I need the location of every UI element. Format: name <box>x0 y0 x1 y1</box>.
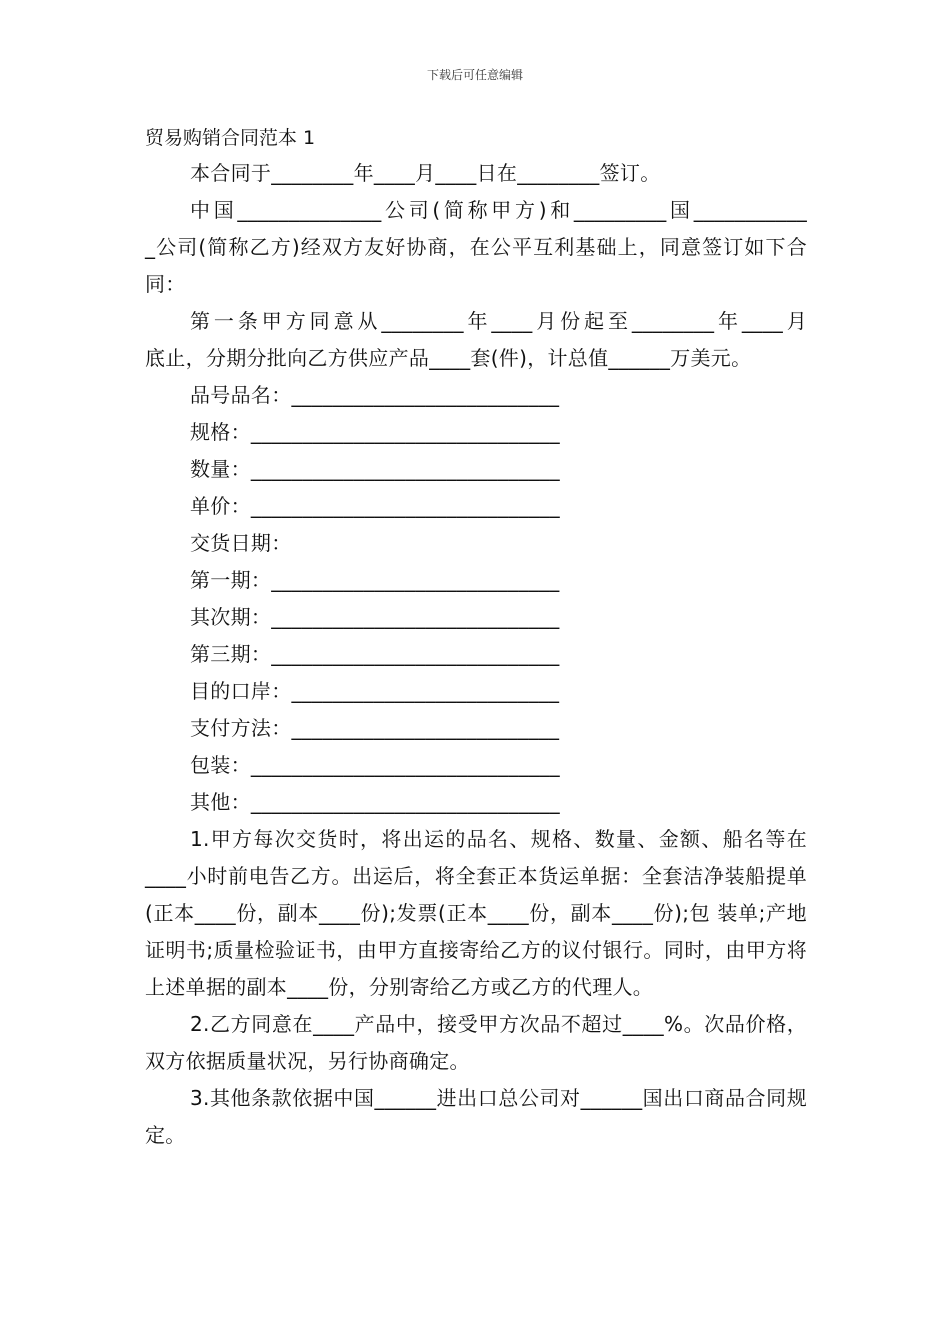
contract-date-paragraph: 本合同于________年____月____日在________签订。 <box>190 161 661 185</box>
field-destination-port: 目的口岸：__________________________ <box>190 679 560 703</box>
clause-two: 2.乙方同意在____产品中，接受甲方次品不超过____%。次品价格，双方依据质量状况，另行协商确定。 <box>145 1012 807 1073</box>
parties-paragraph-rest: _公司(简称乙方)经双方友好协商，在公平互利基础上，同意签订如下合同： <box>145 235 807 296</box>
clause-one: 1.甲方每次交货时，将出运的品名、规格、数量、金额、船名等在____小时前电告乙方。出运后，将全套正本货运单据：全套洁净装船提单(正本____份，副本____份);发票(正本____份，副本____份);包 装单;产地证明书;质量检验证书，由甲方直接寄给乙方的议付银行。同时，由甲方将上述单据的副本____份，分别寄给乙方或乙方的代理人。 <box>145 827 807 999</box>
field-phase-three: 第三期：____________________________ <box>190 642 560 666</box>
field-payment-method: 支付方法：__________________________ <box>190 716 560 740</box>
clause-three: 3.其他条款依据中国______进出口总公司对______国出口商品合同规定。 <box>145 1086 807 1147</box>
field-phase-one: 第一期：____________________________ <box>190 568 560 592</box>
field-phase-two: 其次期：____________________________ <box>190 605 560 629</box>
document-title: 贸易购销合同范本 1 <box>145 127 316 149</box>
field-packaging: 包装：______________________________ <box>190 753 560 777</box>
page-header: 下载后可任意编辑 <box>426 68 523 82</box>
field-product-name: 品号品名：__________________________ <box>190 383 560 407</box>
field-other: 其他：______________________________ <box>190 790 560 814</box>
field-delivery-date: 交货日期： <box>190 531 292 555</box>
article-one-rest: 底止，分期分批向乙方供应产品____套(件)，计总值______万美元。 <box>145 346 752 370</box>
field-specification: 规格：______________________________ <box>190 420 560 444</box>
field-quantity: 数量：______________________________ <box>190 457 560 481</box>
article-one-line1: 第一条甲方同意从________年____月份起至________年____月 <box>190 309 807 333</box>
field-unit-price: 单价：______________________________ <box>190 494 560 518</box>
parties-paragraph-line1: 中国______________公司(简称甲方)和_________国___________ <box>190 198 807 222</box>
document-body <box>145 155 807 1154</box>
